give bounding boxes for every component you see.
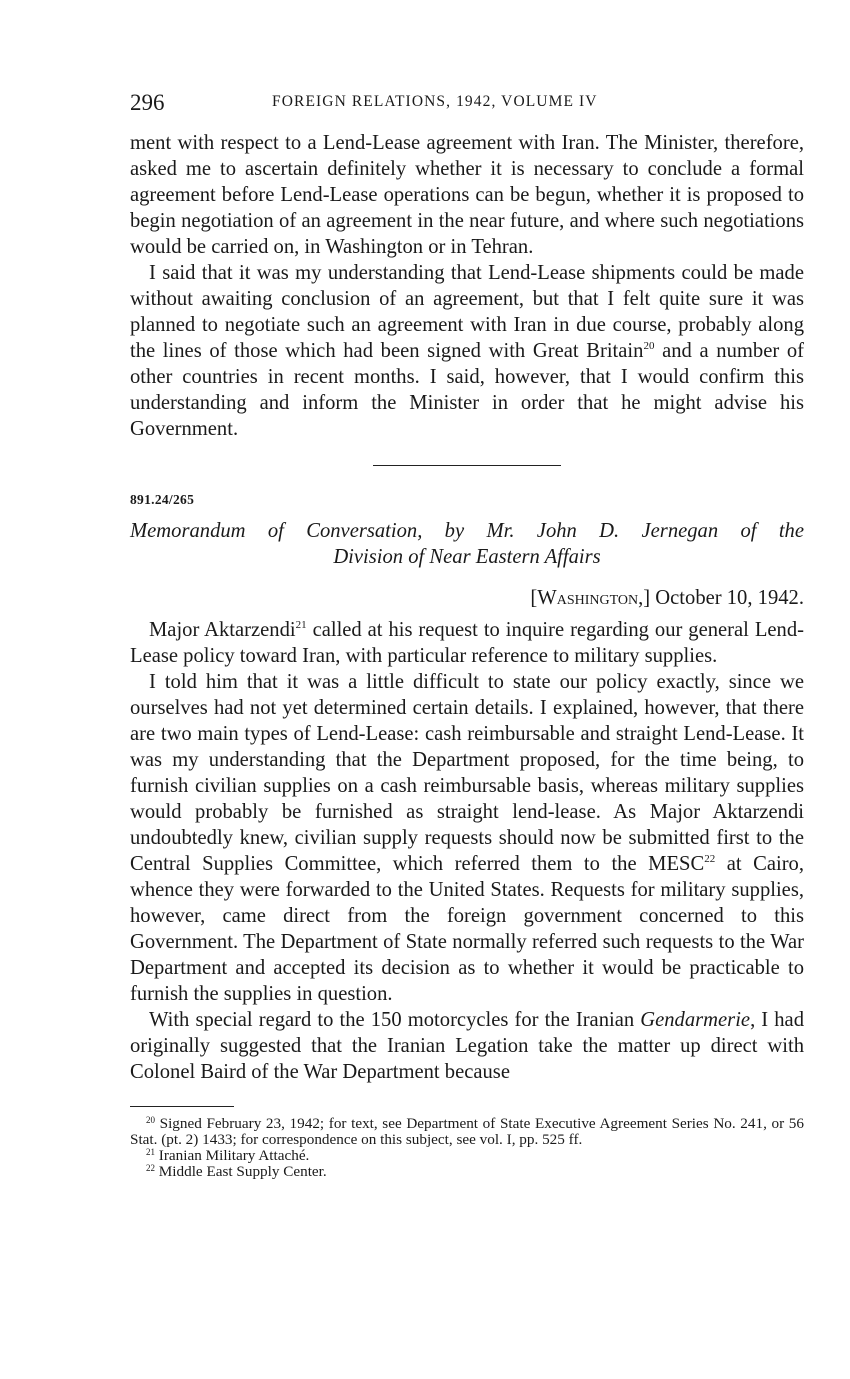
- document-title-line-1: Memorandum of Conversation, by Mr. John D. Jernegan of the: [130, 520, 804, 542]
- paragraph-text: I said that it was my understanding that Lend-Lease shipments could be made without awaiting conclusion of an agreement, but that I felt quite sure it was planned to negotiate such an agreement with Iran in due course, probably along the lines of those which had been signed with Great Britain: [130, 262, 804, 362]
- section-divider: [373, 465, 561, 466]
- footnote: [130, 1164, 804, 1180]
- footnote-marker: 22: [146, 1163, 155, 1173]
- footnote-marker: 20: [146, 1115, 155, 1125]
- footnote-reference[interactable]: 22: [704, 853, 716, 865]
- page-number: 296: [130, 90, 165, 115]
- italic-term: Gendarmerie: [640, 1009, 751, 1031]
- paragraph-text: and a number of other countries in recent months. I said, however, that I would confirm this understanding and inform the Minister in order that he might advise his Government.: [130, 340, 804, 440]
- memorandum-body: [130, 617, 804, 1085]
- body-paragraph-3: [130, 1007, 804, 1085]
- footnote-text: Iranian Military Attaché.: [155, 1147, 310, 1164]
- paragraph-text: ment with respect to a Lend-Lease agreement with Iran. The Minister, therefore, asked me to ascertain definitely whether it is necessary to conclude a formal agreement before Lend-Lease operations can be begun, whether it is proposed to begin negotiation of an agreement in the near future, and where such negotiations would be carried on, in Washington or in Tehran.: [130, 132, 804, 258]
- dateline-date: October 10, 1942.: [650, 587, 804, 609]
- footnote-reference[interactable]: 20: [643, 340, 655, 352]
- continuation-paragraph: [130, 130, 804, 260]
- continuation-paragraph-2: [130, 260, 804, 442]
- dateline-place: [Washington,]: [530, 587, 651, 609]
- body-paragraph-1: [130, 617, 804, 669]
- footnote-divider: [130, 1106, 234, 1107]
- footnotes: [130, 1116, 804, 1180]
- paragraph-text: called at his request to inquire regarding our general Lend-Lease policy toward Iran, with particular reference to military supplies.: [130, 619, 805, 667]
- paragraph-text: With special regard to the 150 motorcycles for the Iranian: [149, 1009, 641, 1031]
- paragraph-text: , I had originally suggested that the Iranian Legation take the matter up direct with Colonel Baird of the War Department because: [130, 1009, 804, 1083]
- footnote-reference[interactable]: 21: [295, 619, 307, 631]
- footnote-text: Signed February 23, 1942; for text, see Department of State Executive Agreement Series No. 241, or 56 Stat. (pt. 2) 1433; for correspondence on this subject, see vol. I, pp. 525 ff.: [130, 1115, 804, 1148]
- dateline: [130, 585, 804, 611]
- paragraph-text: Major Aktarzendi: [149, 619, 296, 641]
- footnote-marker: 21: [146, 1147, 155, 1157]
- paragraph-text: I told him that it was a little difficult to state our policy exactly, since we ourselves had not yet determined certain details. I explained, however, that there are two main types of Lend-Lease: cash reimbursable and straight Lend-Lease. It was my understanding that the Department proposed, for the time being, to furnish civilian supplies on a cash reimbursable basis, whereas military supplies would probably be furnished as straight lend-lease. As Major Aktarzendi undoubtedly knew, civilian supply requests should now be submitted first to the Central Supplies Committee, which referred them to the MESC: [130, 671, 804, 875]
- document-title-line-2: Division of Near Eastern Affairs: [333, 546, 601, 568]
- paragraph-text: at Cairo, whence they were forwarded to the United States. Requests for military supplies, however, came direct from the foreign government concerned to this Government. The Department of State normally referred such requests to the War Department and accepted its decision as to whether it would be practicable to furnish the supplies in question.: [130, 853, 805, 1005]
- file-number: 891.24/265: [130, 492, 195, 507]
- document-title: [130, 518, 804, 570]
- running-head: [130, 90, 804, 120]
- document-page: [130, 90, 804, 1180]
- footnote-text: Middle East Supply Center.: [155, 1163, 327, 1180]
- footnote: [130, 1148, 804, 1164]
- footnote: [130, 1116, 804, 1148]
- body-paragraph-2: [130, 669, 804, 1007]
- running-head-title: FOREIGN RELATIONS, 1942, VOLUME IV: [272, 93, 598, 110]
